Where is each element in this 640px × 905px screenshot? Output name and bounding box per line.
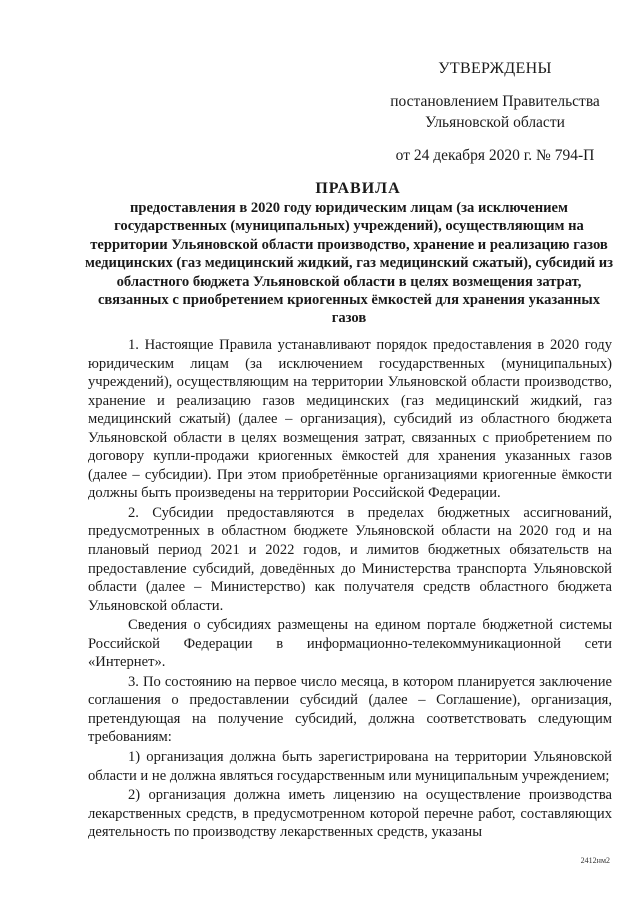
approval-line-1: постановлением Правительства (390, 93, 600, 110)
paragraph-1: 1. Настоящие Правила устанавливают порядок предоставления в 2020 году юридическим лицам (за исключением государственных (муниципальных) учреждений), осуществляющим на территории Ульяновской области производство, хранение и реализацию газов медицинских (газ медицинский жидкий, газ медицинский сжатый) (далее – организация), субсидий из областного бюджета Ульяновской области в целях возмещения затрат, связанных с приобретением по договору купли-продажи криогенных ёмкостей для хранения указанных газов (далее – субсидии). При этом приобретённые организациями криогенные ёмкости должны быть произведены на территории Российской Федерации. (88, 337, 612, 502)
paragraph-6: 2) организация должна иметь лицензию на осуществление производства лекарственных средств, в предусмотренном которой перечне работ, составляющих деятельность по производству лекарственных средств, указаны (88, 787, 612, 841)
document-subtitle: предоставления в 2020 году юридическим лицам (за исключением государственных (муниципальных) учреждений), осуществляющим на территории Ульяновской области производство, хранение и реализацию газов медицинских (газ медицинский жидкий, газ медицинский сжатый), субсидий из областного бюджета Ульяновской области в целях возмещения затрат, связанных с приобретением криогенных ёмкостей для хранения указанных газов (84, 200, 614, 327)
paragraph-4: 3. По состоянию на первое число месяца, в котором планируется заключение соглашения о предоставлении субсидий (далее – Соглашение), организация, претендующая на получение субсидий, должна соответствовать следующим требованиям: (88, 673, 612, 746)
document-body (88, 336, 612, 843)
paragraph-2: 2. Субсидии предоставляются в пределах бюджетных ассигнований, предусмотренных в областном бюджете Ульяновской области на 2020 год и на плановый период 2021 и 2022 годов, и лимитов бюджетных обязательств на предоставление субсидий, доведённых до Министерства транспорта Ульяновской области (далее – Министерство) как получателя средств областного бюджета Ульяновской области. (88, 504, 612, 614)
approval-heading: УТВЕРЖДЕНЫ (438, 60, 552, 77)
approval-date: от 24 декабря 2020 г. № 794-П (395, 147, 595, 164)
paragraph-3: Сведения о субсидиях размещены на едином портале бюджетной системы Российской Федерации в информационно-телекоммуникационной сети «Интернет». (88, 617, 612, 671)
approval-block (380, 58, 610, 166)
footer-code: 2412нм2 (580, 856, 610, 865)
approval-line-2: Ульяновской области (425, 114, 565, 131)
document-title: ПРАВИЛА (315, 180, 401, 197)
paragraph-5: 1) организация должна быть зарегистрирована на территории Ульяновской области и не должна являться государственным или муниципальным учреждением; (88, 749, 612, 784)
